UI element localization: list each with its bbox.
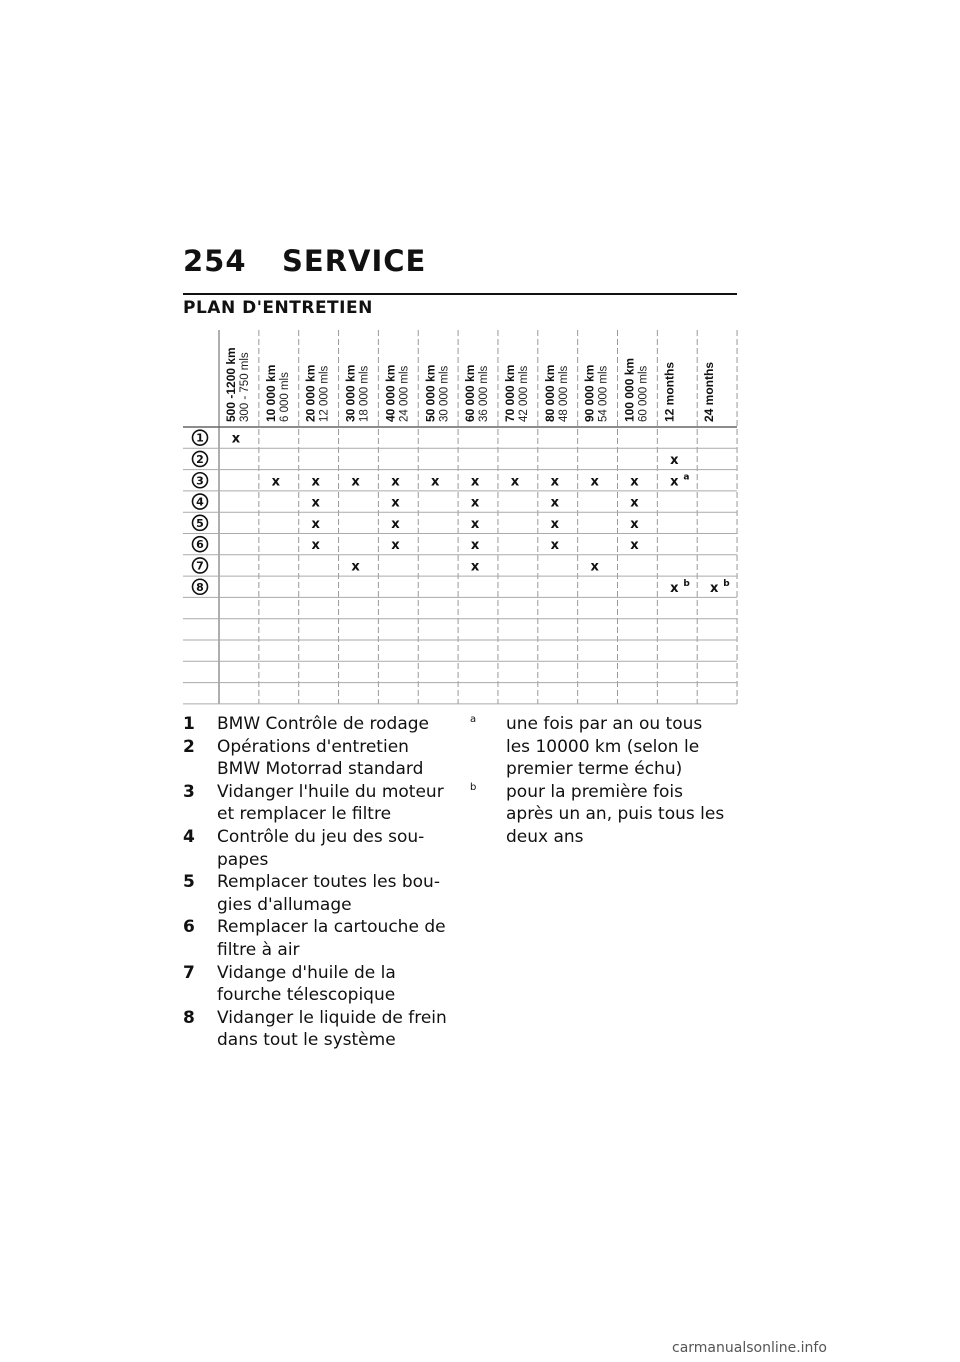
legend-text: Vidanger l'huile du moteur et remplacer le filtre (217, 781, 444, 825)
column-header-primary: 12 months (662, 361, 677, 422)
cell-mark: x (630, 538, 639, 554)
cell-mark: x (630, 474, 639, 490)
column-header-primary: 50 000 km (423, 364, 438, 422)
cell-mark: x (470, 474, 480, 490)
row-number: 1 (196, 431, 204, 445)
section-title: SERVICE (282, 244, 427, 278)
footnotes-list (470, 713, 730, 849)
legend-text: Vidange d'huile de la fourche télescopique (217, 962, 396, 1006)
cell-mark: x (391, 474, 400, 490)
cell-footnote-ref: a (683, 472, 690, 483)
column-header-primary: 80 000 km (542, 364, 557, 422)
column-header-primary: 40 000 km (383, 364, 398, 422)
cell-mark: x (710, 580, 719, 596)
row-number: 4 (196, 495, 204, 509)
column-header-secondary: 24 000 mls (398, 365, 411, 422)
legend-text: BMW Contrôle de rodage (217, 714, 429, 734)
footnote-text: une fois par an ou tous les 10000 km (selon le premier terme échu) (506, 714, 703, 780)
column-header-secondary: 36 000 mls (478, 365, 491, 422)
row-number: 6 (196, 538, 204, 552)
cell-mark: x (510, 474, 520, 490)
cell-mark: x (391, 538, 400, 554)
cell-mark: x (670, 452, 679, 468)
column-header-primary: 500 -1200 km (224, 347, 238, 422)
cell-mark: x (550, 495, 559, 511)
cell-mark: x (391, 495, 400, 511)
cell-mark: x (311, 495, 320, 511)
cell-mark: x (431, 474, 440, 490)
cell-mark: x (391, 516, 400, 532)
column-header-secondary: 18 000 mls (358, 365, 371, 422)
column-header-secondary: 60 000 mls (637, 365, 650, 422)
footnote-key: b (470, 781, 477, 793)
cell-mark: x (470, 495, 480, 511)
legend-text: Contrôle du jeu des sou-papes (217, 826, 425, 870)
legend-text: Remplacer toutes les bou-gies d'allumage (217, 872, 440, 915)
column-header-primary: 70 000 km (502, 364, 517, 422)
legend-text: Remplacer la cartouche de filtre à air (217, 917, 446, 960)
cell-mark: x (470, 538, 480, 554)
column-header-primary: 90 000 km (582, 364, 597, 422)
column-header-secondary: 6 000 mls (278, 372, 291, 422)
cell-mark: x (630, 495, 639, 511)
row-number: 2 (196, 452, 204, 466)
legend-item (183, 1007, 448, 1052)
row-number: 7 (196, 559, 204, 573)
column-header-primary: 10 000 km (263, 364, 278, 422)
column-header-primary: 100 000 km (622, 357, 637, 422)
column-header-primary: 24 months (702, 361, 717, 422)
footnote-text: pour la première fois après un an, puis tous les deux ans (506, 781, 725, 847)
legend-number: 3 (183, 781, 195, 802)
cell-mark: x (311, 538, 320, 554)
column-header-secondary: 42 000 mls (517, 365, 530, 422)
cell-mark: x (670, 474, 679, 490)
cell-mark: x (311, 474, 320, 490)
cell-mark: x (351, 559, 360, 575)
column-header-primary: 20 000 km (303, 364, 318, 422)
row-number: 3 (196, 474, 204, 488)
page-subtitle: PLAN D'ENTRETIEN (183, 298, 373, 318)
legend-text: Vidanger le liquide de frein dans tout le système (217, 1007, 447, 1051)
legend-number: 5 (183, 872, 195, 893)
column-header-secondary: 12 000 mls (318, 365, 331, 422)
footnote-key: a (470, 714, 477, 725)
cell-mark: x (231, 431, 241, 447)
legend-item (183, 916, 448, 961)
cell-mark: x (550, 516, 559, 532)
legend-text: Opérations d'entretien BMW Motorrad standard (217, 736, 424, 780)
legend-number: 6 (183, 917, 195, 938)
cell-mark: x (630, 516, 639, 532)
legend-item (183, 781, 448, 826)
cell-mark: x (470, 516, 480, 532)
legend-item (183, 736, 448, 781)
footnote-item (470, 781, 730, 849)
legend-number: 7 (183, 962, 195, 983)
legend-number: 8 (183, 1007, 195, 1028)
row-number: 8 (196, 580, 204, 594)
column-header-primary: 30 000 km (343, 364, 358, 422)
legend-item (183, 826, 448, 871)
legend-item (183, 871, 448, 916)
cell-footnote-ref: b (723, 578, 730, 589)
cell-mark: x (271, 474, 281, 490)
watermark: carmanualsonline.info (672, 1340, 827, 1356)
cell-mark: x (311, 516, 320, 532)
column-header-primary: 60 000 km (463, 364, 478, 422)
legend-list (183, 713, 448, 1052)
cell-mark: x (670, 580, 679, 596)
cell-footnote-ref: b (683, 578, 690, 589)
legend-item (183, 713, 448, 736)
row-number: 5 (196, 516, 204, 530)
cell-mark: x (550, 474, 559, 490)
legend-number: 1 (183, 714, 195, 734)
legend-number: 4 (183, 826, 195, 847)
page-number: 254 (183, 244, 247, 278)
cell-mark: x (550, 538, 559, 554)
cell-mark: x (470, 559, 480, 575)
footnote-item (470, 713, 730, 781)
column-header-secondary: 300 - 750 mls (239, 352, 251, 422)
column-header-secondary: 30 000 mls (438, 365, 451, 422)
legend-item (183, 962, 448, 1007)
cell-mark: x (351, 474, 360, 490)
cell-mark: x (590, 559, 599, 575)
cell-mark: x (590, 474, 599, 490)
column-header-secondary: 48 000 mls (557, 365, 570, 422)
legend-number: 2 (183, 736, 195, 757)
column-header-secondary: 54 000 mls (597, 365, 610, 422)
